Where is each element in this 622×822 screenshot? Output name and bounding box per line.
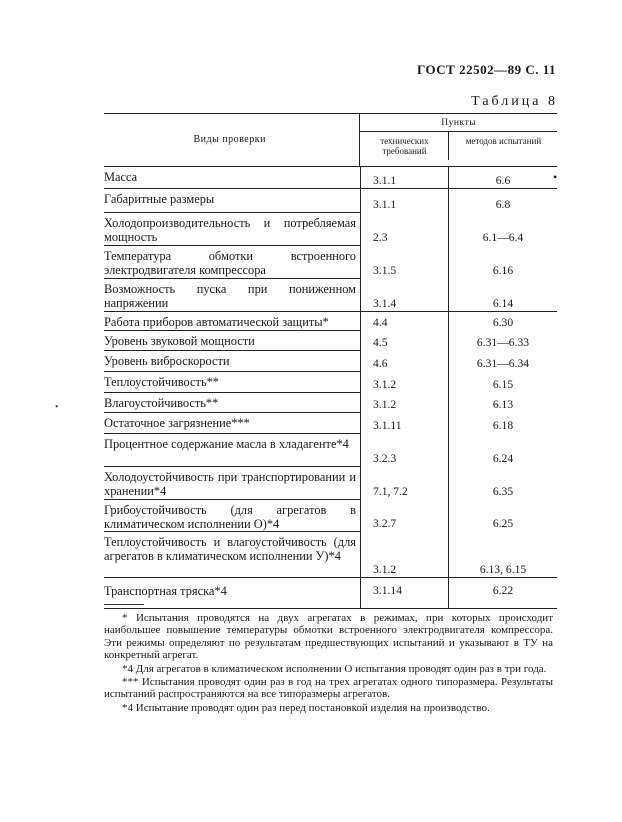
column-header-test-methods: методов испытаний (448, 132, 557, 160)
table-row (104, 189, 557, 213)
table-row (104, 372, 557, 393)
tech-requirement-ref: 4.6 (360, 351, 448, 372)
table-row (104, 213, 557, 246)
test-method-ref: 6.13 (448, 393, 557, 413)
check-name: Холодоустойчивость при транспортировании и хранении*4 (104, 470, 356, 498)
tech-requirement-ref: 4.4 (360, 312, 448, 331)
page-header: ГОСТ 22502—89 С. 11 (417, 62, 556, 77)
column-header-points: Пункты (360, 117, 557, 132)
tech-requirement-ref: 3.2.3 (360, 434, 448, 467)
check-name: Транспортная тряска*4 (104, 584, 227, 598)
check-name: Теплоустойчивость и влагоустойчивость (для агрегатов в климатическом исполнении У)*4 (104, 535, 356, 563)
check-name: Уровень виброскорости (104, 354, 230, 368)
test-method-ref: 6.25 (448, 500, 557, 532)
column-header-tech-requirements: технических требований (380, 136, 429, 156)
check-name: Процентное содержание масла в хладагенте*4 (104, 437, 349, 451)
test-method-ref: 6.31—6.33 (448, 331, 557, 351)
check-name: Температура обмотки встроенного электродвигателя компрессора (104, 249, 356, 277)
tech-requirement-ref: 3.1.11 (360, 413, 448, 434)
inspection-table (104, 113, 557, 609)
check-name: Уровень звуковой мощности (104, 334, 255, 348)
check-name: Возможность пуска при пониженном напряжении (104, 282, 356, 310)
table-row (104, 434, 557, 467)
table-title: Таблица 8 (471, 94, 558, 109)
tech-requirement-ref: 3.2.7 (360, 500, 448, 532)
table-row (104, 351, 557, 372)
footnote-separator (104, 604, 144, 605)
table-row (104, 246, 557, 279)
check-name: Остаточное загрязнение*** (104, 416, 250, 430)
tech-requirement-ref: 3.1.5 (360, 246, 448, 279)
margin-mark: • (55, 402, 59, 413)
test-method-ref: 6.1—6.4 (448, 213, 557, 246)
footnote: *** Испытания проводят один раз в год на трех агрегатах одного типоразмера. Результаты испытаний распространяются на все типоразмеры агрегатов. (104, 676, 553, 701)
tech-requirement-ref: 3.1.1 (360, 189, 448, 213)
test-method-ref: 6.16 (448, 246, 557, 279)
table-row (104, 279, 557, 312)
footnote: * Испытания проводятся на двух агрегатах в режимах, при которых происходит наибольшее повышение температуры обмотки встроенного электродвигателя компрессора. Эти режимы определяют по результатам предшествующих испытаний и указывают в ТУ на конкретный агрегат. (104, 612, 553, 662)
table-row (104, 331, 557, 351)
test-method-ref: 6.8 (448, 189, 557, 213)
test-method-ref: 6.31—6.34 (448, 351, 557, 372)
table-row (104, 393, 557, 413)
table-row (104, 413, 557, 434)
check-name: Габаритные размеры (104, 192, 215, 206)
test-method-ref: 6.15 (448, 372, 557, 393)
test-method-ref: 6.18 (448, 413, 557, 434)
test-method-ref: 6.22 (448, 578, 557, 608)
test-method-ref: 6.13, 6.15 (448, 532, 557, 578)
table-row (104, 467, 557, 500)
tech-requirement-ref: 3.1.14 (360, 578, 448, 608)
tech-requirement-ref: 3.1.2 (360, 532, 448, 578)
test-method-ref: 6.30 (448, 312, 557, 331)
test-method-ref: 6.14 (448, 279, 557, 312)
check-name: Работа приборов автоматической защиты* (104, 315, 329, 329)
test-method-ref: 6.24 (448, 434, 557, 467)
check-name: Холодопроизводительность и потребляемая мощность (104, 216, 356, 244)
table-row (104, 578, 557, 609)
tech-requirement-ref: 3.1.1 (360, 167, 448, 189)
margin-mark: • (553, 170, 558, 184)
column-header-points-group (359, 114, 557, 166)
table-row (104, 167, 557, 189)
footnote: *4 Испытание проводят один раз перед постановкой изделия на производство. (122, 701, 490, 714)
tech-requirement-ref: 4.5 (360, 331, 448, 351)
check-name: Влагоустойчивость** (104, 396, 219, 410)
footnote: *4 Для агрегатов в климатическом исполнении О испытания проводят один раз в три года. (122, 662, 547, 675)
table-header-row (104, 114, 557, 167)
check-name: Теплоустойчивость** (104, 375, 219, 389)
check-name: Масса (104, 170, 138, 184)
check-name: Грибоустойчивость (для агрегатов в климатическом исполнении О)*4 (104, 503, 356, 531)
table-row (104, 500, 557, 532)
tech-requirement-ref: 3.1.2 (360, 372, 448, 393)
tech-requirement-ref: 3.1.2 (360, 393, 448, 413)
tech-requirement-ref: 3.1.4 (360, 279, 448, 312)
column-header-check-types: Виды проверки (193, 134, 266, 145)
tech-requirement-ref: 2.3 (360, 213, 448, 246)
footnotes (104, 612, 553, 715)
tech-requirement-ref: 7.1, 7.2 (360, 467, 448, 500)
table-row (104, 312, 557, 331)
table-row (104, 532, 557, 578)
test-method-ref: 6.6 (448, 167, 557, 189)
test-method-ref: 6.35 (448, 467, 557, 500)
